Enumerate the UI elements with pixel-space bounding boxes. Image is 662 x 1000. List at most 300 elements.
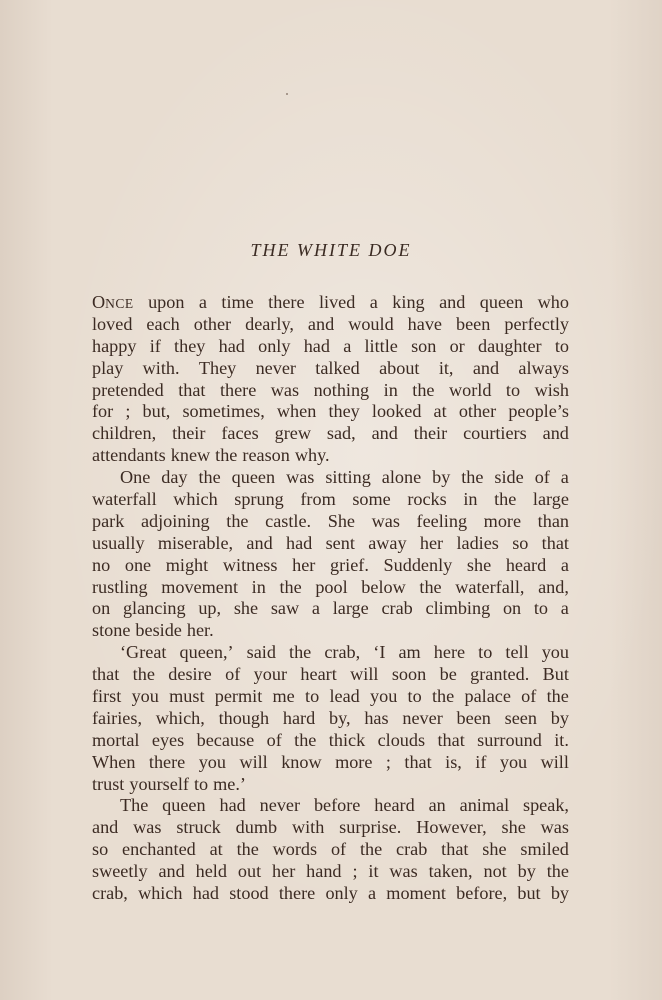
word: before bbox=[313, 795, 361, 816]
word: tell bbox=[505, 642, 529, 663]
word: movement bbox=[161, 576, 238, 597]
word: yourself bbox=[129, 773, 189, 794]
word: eyes bbox=[151, 729, 185, 750]
word: which bbox=[173, 489, 218, 510]
word: she bbox=[482, 839, 507, 860]
word: pool bbox=[315, 576, 348, 597]
text-line bbox=[92, 380, 569, 402]
word: crab, bbox=[324, 642, 361, 663]
word: faces bbox=[221, 423, 259, 444]
word: alone bbox=[381, 467, 422, 488]
word: in bbox=[251, 576, 266, 597]
word: the bbox=[226, 510, 249, 531]
word: enchanted bbox=[122, 839, 196, 860]
word: will bbox=[350, 664, 379, 685]
word: by, bbox=[328, 707, 351, 728]
word: with. bbox=[142, 357, 180, 378]
word: the bbox=[294, 729, 317, 750]
word: more bbox=[335, 751, 373, 772]
word: by bbox=[550, 883, 569, 904]
word: than bbox=[537, 510, 569, 531]
word: each bbox=[146, 313, 180, 334]
word: from bbox=[300, 489, 336, 510]
word: a bbox=[560, 598, 569, 619]
word: there bbox=[278, 883, 316, 904]
word: had bbox=[303, 335, 330, 356]
chapter-title: THE WHITE DOE bbox=[250, 240, 412, 260]
word: only bbox=[325, 883, 358, 904]
word: and bbox=[307, 313, 335, 334]
word: seen bbox=[504, 707, 537, 728]
word: to bbox=[554, 335, 569, 356]
word: of bbox=[225, 664, 241, 685]
word: their bbox=[172, 423, 206, 444]
text-line bbox=[92, 358, 569, 380]
word: and bbox=[472, 357, 500, 378]
word: sad, bbox=[326, 423, 356, 444]
word: palace bbox=[464, 686, 511, 707]
text-line bbox=[92, 795, 569, 817]
word: the bbox=[359, 839, 383, 860]
word: was bbox=[371, 510, 400, 531]
word: but bbox=[517, 883, 541, 904]
word: daughter bbox=[477, 335, 542, 356]
word: world bbox=[449, 379, 492, 400]
text-line bbox=[92, 292, 569, 314]
word: that bbox=[178, 379, 206, 400]
word: would bbox=[348, 313, 394, 334]
word: by bbox=[517, 861, 536, 882]
word: of bbox=[521, 686, 537, 707]
word: the bbox=[198, 467, 221, 488]
word: only bbox=[258, 335, 291, 356]
opening-word-smallcaps: ONCE bbox=[92, 292, 134, 312]
word: crab bbox=[381, 598, 413, 619]
word: sometimes, bbox=[182, 401, 265, 422]
word: to bbox=[505, 379, 521, 400]
word: before, bbox=[456, 883, 508, 904]
word: waterfall, bbox=[455, 576, 525, 597]
word: you bbox=[541, 642, 569, 663]
word: said bbox=[246, 642, 276, 663]
word: lead bbox=[329, 686, 360, 707]
word: ‘Great bbox=[120, 642, 167, 663]
word: by bbox=[432, 467, 451, 488]
word: away bbox=[368, 532, 407, 553]
word: attendants bbox=[92, 445, 166, 466]
text-line bbox=[92, 730, 569, 752]
text-line bbox=[92, 642, 569, 664]
word: speak, bbox=[523, 795, 569, 816]
word: queen,’ bbox=[179, 642, 234, 663]
text-line bbox=[92, 883, 569, 905]
word: which bbox=[138, 883, 183, 904]
word: the bbox=[461, 467, 484, 488]
word: other bbox=[193, 313, 232, 334]
text-line bbox=[92, 314, 569, 336]
word: nothing bbox=[313, 379, 370, 400]
text-line bbox=[92, 817, 569, 839]
word: stone bbox=[92, 620, 131, 641]
word: at bbox=[209, 839, 223, 860]
word: when bbox=[276, 401, 317, 422]
word: queen bbox=[231, 467, 276, 488]
word: beside bbox=[135, 620, 182, 641]
text-line bbox=[92, 752, 569, 774]
word: grief. bbox=[329, 554, 369, 575]
word: why. bbox=[294, 445, 330, 466]
word: clouds bbox=[377, 729, 426, 750]
word: but, bbox=[142, 401, 171, 422]
word: first bbox=[92, 686, 122, 707]
word: looked bbox=[371, 401, 422, 422]
word: The bbox=[120, 795, 149, 816]
text-line bbox=[92, 861, 569, 883]
word: king bbox=[392, 292, 425, 312]
word: the bbox=[546, 861, 569, 882]
word: to bbox=[305, 686, 320, 707]
word: not bbox=[483, 861, 507, 882]
word: to bbox=[193, 773, 209, 794]
word: that bbox=[437, 729, 465, 750]
word: who bbox=[537, 292, 569, 312]
word: sitting bbox=[325, 467, 371, 488]
word: if bbox=[149, 335, 161, 356]
word: and bbox=[246, 532, 273, 553]
word: been bbox=[456, 707, 491, 728]
text-line bbox=[92, 533, 569, 555]
word: She bbox=[327, 510, 355, 531]
word: thick bbox=[328, 729, 366, 750]
word: is, bbox=[445, 751, 462, 772]
word: large bbox=[332, 598, 369, 619]
word: dumb bbox=[235, 817, 278, 838]
word: fairies, bbox=[92, 707, 142, 728]
word: castle. bbox=[265, 510, 312, 531]
word: sweetly bbox=[92, 861, 148, 882]
word: that bbox=[404, 751, 432, 772]
word: animal bbox=[459, 795, 510, 816]
word: the bbox=[132, 664, 155, 685]
word: their bbox=[413, 423, 448, 444]
word: day bbox=[161, 467, 188, 488]
word: perfectly bbox=[504, 313, 569, 334]
word: park bbox=[92, 510, 125, 531]
word: never bbox=[259, 795, 301, 816]
word: ‘I bbox=[373, 642, 386, 663]
word: about bbox=[379, 357, 420, 378]
text-line bbox=[92, 664, 569, 686]
word: the bbox=[494, 489, 517, 510]
word: the bbox=[236, 839, 259, 860]
word: glancing bbox=[122, 598, 186, 619]
word: a bbox=[560, 554, 569, 575]
word: and bbox=[542, 423, 569, 444]
word: know bbox=[281, 751, 322, 772]
word: feeling bbox=[416, 510, 468, 531]
word: When bbox=[92, 751, 136, 772]
word: am bbox=[398, 642, 421, 663]
word: have bbox=[407, 313, 442, 334]
word: her bbox=[272, 861, 296, 882]
word: had bbox=[218, 335, 245, 356]
word: usually bbox=[92, 532, 145, 553]
text-line bbox=[92, 467, 569, 489]
word: reason bbox=[242, 445, 290, 466]
text-line bbox=[92, 598, 569, 620]
word: to bbox=[478, 642, 493, 663]
word: the bbox=[419, 576, 442, 597]
word: it. bbox=[554, 729, 569, 750]
word: rocks bbox=[407, 489, 447, 510]
text-line bbox=[92, 839, 569, 861]
word: you bbox=[370, 686, 398, 707]
word: a bbox=[368, 883, 377, 904]
word: was bbox=[389, 861, 418, 882]
word: smiled bbox=[520, 839, 569, 860]
word: play bbox=[92, 357, 124, 378]
word: heard bbox=[374, 795, 415, 816]
word: people’s bbox=[508, 401, 569, 422]
word: queen bbox=[162, 795, 206, 816]
word: me.’ bbox=[213, 773, 246, 794]
word: waterfall bbox=[92, 489, 157, 510]
word: so bbox=[92, 839, 109, 860]
word: moment bbox=[386, 883, 446, 904]
word: on bbox=[502, 598, 522, 619]
text-line bbox=[92, 445, 569, 467]
word: sent bbox=[325, 532, 355, 553]
word: though bbox=[218, 707, 270, 728]
word: was bbox=[286, 467, 315, 488]
word: a bbox=[198, 292, 207, 312]
word: has bbox=[364, 707, 389, 728]
word: never bbox=[402, 707, 443, 728]
word: heard bbox=[505, 554, 547, 575]
word: happy bbox=[92, 335, 137, 356]
word: they bbox=[328, 401, 360, 422]
word: me bbox=[272, 686, 295, 707]
word: granted. bbox=[470, 664, 530, 685]
word: be bbox=[439, 664, 457, 685]
word: there bbox=[219, 379, 257, 400]
text-line bbox=[92, 401, 569, 423]
word: soon bbox=[391, 664, 427, 685]
word: mortal bbox=[92, 729, 140, 750]
word: in bbox=[383, 379, 398, 400]
word: stood bbox=[229, 883, 269, 904]
word: However, bbox=[416, 817, 487, 838]
text-line bbox=[92, 774, 569, 796]
text-line bbox=[92, 708, 569, 730]
word: will bbox=[540, 751, 569, 772]
word: wish bbox=[534, 379, 569, 400]
word: her bbox=[292, 554, 316, 575]
word: which, bbox=[155, 707, 205, 728]
word: of bbox=[330, 839, 347, 860]
word: always bbox=[518, 357, 569, 378]
word: ladies bbox=[456, 532, 499, 553]
word: permit bbox=[214, 686, 263, 707]
word: below bbox=[361, 576, 406, 597]
word: to bbox=[533, 598, 549, 619]
word: other bbox=[458, 401, 497, 422]
word: the bbox=[279, 576, 302, 597]
word: held bbox=[195, 861, 227, 882]
word: side bbox=[494, 467, 524, 488]
word: loved bbox=[92, 313, 133, 334]
word: and, bbox=[538, 576, 569, 597]
word: no bbox=[92, 554, 111, 575]
word: was bbox=[270, 379, 300, 400]
word: by bbox=[550, 707, 569, 728]
word: will bbox=[239, 751, 268, 772]
word: desire bbox=[168, 664, 212, 685]
word: climbing bbox=[425, 598, 491, 619]
word: one bbox=[124, 554, 152, 575]
word: she bbox=[233, 598, 259, 619]
word: up, bbox=[198, 598, 222, 619]
word: the bbox=[431, 686, 455, 707]
word: there bbox=[148, 751, 186, 772]
word: of bbox=[266, 729, 282, 750]
word: witness bbox=[222, 554, 278, 575]
text-line bbox=[92, 577, 569, 599]
word: your bbox=[253, 664, 288, 685]
word: here bbox=[433, 642, 466, 663]
word: must bbox=[169, 686, 205, 707]
paper-speck bbox=[286, 93, 288, 95]
word: more bbox=[483, 510, 522, 531]
word: some bbox=[352, 489, 391, 510]
word: been bbox=[456, 313, 491, 334]
word: grew bbox=[274, 423, 311, 444]
word: had bbox=[219, 795, 246, 816]
word: a bbox=[343, 335, 352, 356]
text-line bbox=[92, 489, 569, 511]
word: out bbox=[237, 861, 262, 882]
word: in bbox=[463, 489, 478, 510]
word: her. bbox=[186, 620, 214, 641]
word: you bbox=[499, 751, 528, 772]
word: rustling bbox=[92, 576, 148, 597]
word: taken, bbox=[428, 861, 473, 882]
word: you bbox=[131, 686, 159, 707]
word: the bbox=[289, 642, 312, 663]
word: the bbox=[546, 686, 569, 707]
word: But bbox=[542, 664, 569, 685]
body-text bbox=[92, 292, 569, 905]
word: was bbox=[540, 817, 569, 838]
word: lived bbox=[318, 292, 356, 312]
word: pretended bbox=[92, 379, 164, 400]
word: crab, bbox=[92, 883, 128, 904]
text-line bbox=[92, 620, 569, 642]
word: ; bbox=[352, 861, 358, 882]
word: courtiers bbox=[463, 423, 527, 444]
word: the bbox=[412, 379, 435, 400]
word: they bbox=[174, 335, 206, 356]
word: time bbox=[221, 292, 254, 312]
word: had bbox=[192, 883, 219, 904]
word: Suddenly bbox=[383, 554, 453, 575]
word: had bbox=[286, 532, 313, 553]
word: it, bbox=[438, 357, 454, 378]
word: saw bbox=[270, 598, 300, 619]
text-line bbox=[92, 336, 569, 358]
word: son bbox=[411, 335, 437, 356]
word: miserable, bbox=[157, 532, 234, 553]
word: words bbox=[272, 839, 318, 860]
word: and bbox=[158, 861, 185, 882]
word: that bbox=[541, 532, 569, 553]
word: sprung bbox=[234, 489, 284, 510]
word: so bbox=[512, 532, 529, 553]
word: she bbox=[501, 817, 526, 838]
word: ; bbox=[385, 751, 391, 772]
word: on bbox=[92, 598, 111, 619]
word: for bbox=[92, 401, 114, 422]
word: knew bbox=[170, 445, 211, 466]
word: the bbox=[215, 445, 238, 466]
word: children, bbox=[92, 423, 157, 444]
word: ; bbox=[125, 401, 131, 422]
word: there bbox=[268, 292, 305, 312]
word: you bbox=[198, 751, 226, 772]
word: never bbox=[255, 357, 296, 378]
word: struck bbox=[176, 817, 221, 838]
word: heart bbox=[300, 664, 337, 685]
word: and bbox=[439, 292, 466, 312]
word: hand bbox=[306, 861, 342, 882]
word: a bbox=[311, 598, 320, 619]
word: to bbox=[407, 686, 422, 707]
word: hard bbox=[282, 707, 316, 728]
word: and bbox=[371, 423, 398, 444]
word: at bbox=[433, 401, 447, 422]
word: crab bbox=[396, 839, 428, 860]
word: surround bbox=[477, 729, 542, 750]
word: queen bbox=[479, 292, 524, 312]
word: her bbox=[419, 532, 444, 553]
word: of bbox=[534, 467, 550, 488]
word: with bbox=[291, 817, 325, 838]
word: little bbox=[364, 335, 398, 356]
word: adjoining bbox=[140, 510, 210, 531]
text-line bbox=[92, 511, 569, 533]
word: if bbox=[475, 751, 487, 772]
word: talked bbox=[315, 357, 360, 378]
word: a bbox=[560, 467, 569, 488]
word: a bbox=[369, 292, 378, 312]
word: dearly, bbox=[245, 313, 294, 334]
word: because bbox=[196, 729, 255, 750]
word: might bbox=[165, 554, 209, 575]
word: she bbox=[466, 554, 492, 575]
word: large bbox=[532, 489, 569, 510]
word: One bbox=[120, 467, 151, 488]
text-line bbox=[92, 423, 569, 445]
word: upon bbox=[148, 292, 185, 312]
word: an bbox=[428, 795, 446, 816]
word: was bbox=[133, 817, 162, 838]
word: surprise. bbox=[339, 817, 402, 838]
word: or bbox=[449, 335, 465, 356]
word: and bbox=[92, 817, 119, 838]
word: that bbox=[92, 664, 120, 685]
text-line bbox=[92, 555, 569, 577]
text-line bbox=[92, 686, 569, 708]
